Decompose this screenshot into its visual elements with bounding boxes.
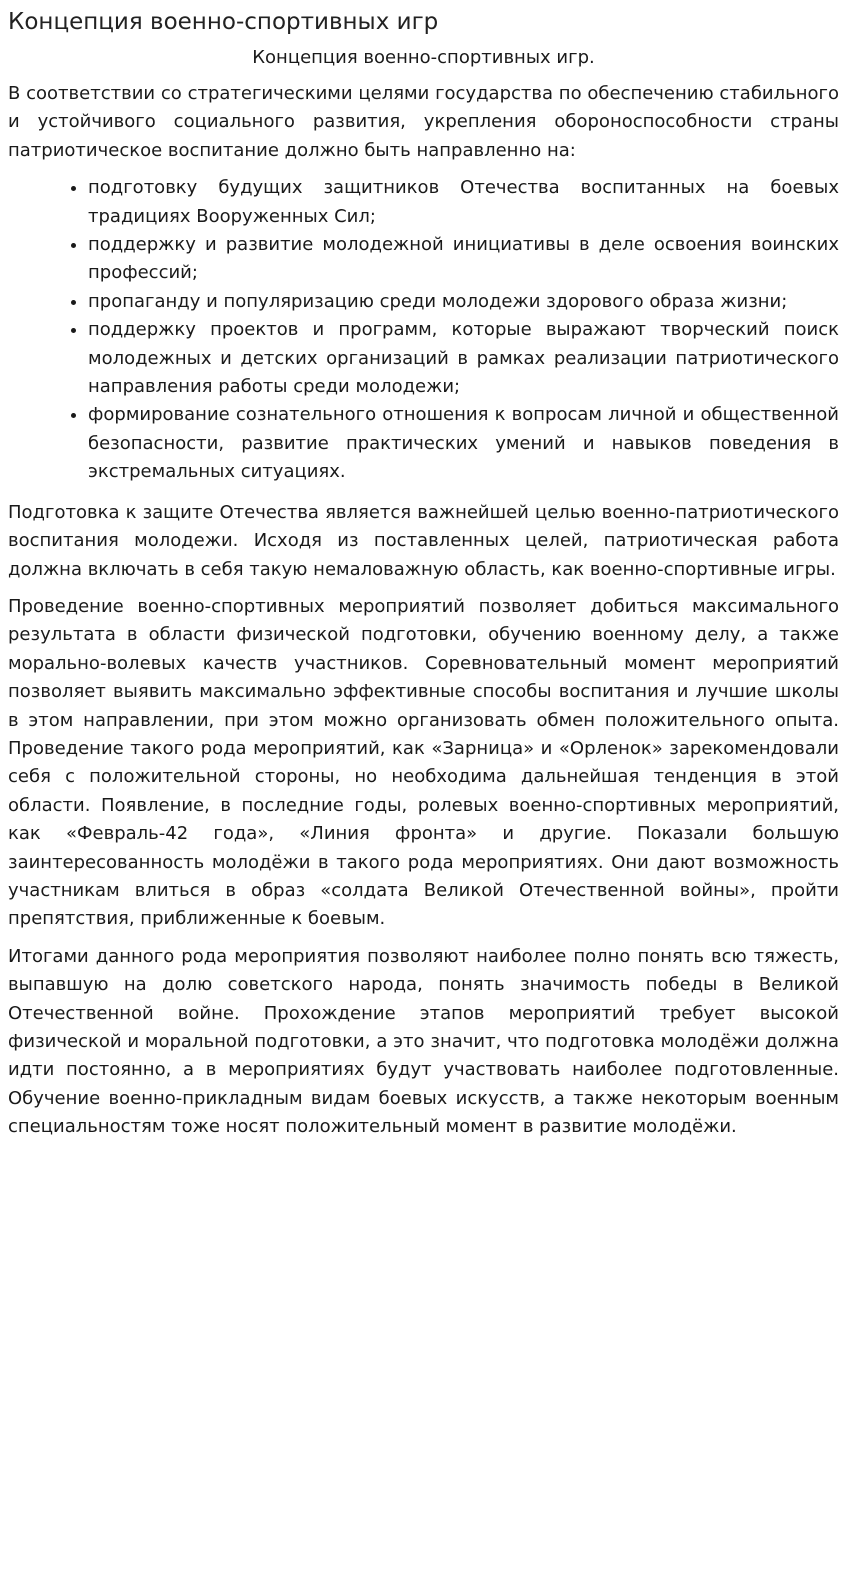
paragraph-results: Итогами данного рода мероприятия позволяют наиболее полно понять всю тяжесть, выпавшую на долю советского народа, понять значимость победы в Великой Отечественной войне. Прохождение этапов мероприятий требует высокой физической и моральной подготовки, а это значит, что подготовка молодёжи должна идти постоянно, а в мероприятиях будут участвовать наиболее подготовленные. Обучение военно-прикладным видам боевых искусств, а также некоторым военным специальностям тоже носят положительный момент в развитие молодёжи. <box>8 945 839 1138</box>
goals-list <box>8 174 839 486</box>
list-item: • формирование сознательного отношения к вопросам личной и общественной безопасности, развитие практических умений и навыков поведения в экстремальных ситуациях. <box>88 401 839 486</box>
list-item: • подготовку будущих защитников Отечества воспитанных на боевых традициях Вооруженных Сил; <box>88 174 839 231</box>
intro-paragraph: В соответствии со стратегическими целями государства по обеспечению стабильного и устойчивого социального развития, укрепления обороноспособности страны патриотическое воспитание должно быть направленно на: <box>8 83 839 161</box>
paragraph-events: Проведение военно-спортивных мероприятий позволяет добиться максимального результата в области физической подготовки, обучению военному делу, а также морально-волевых качеств участников. Соревновательный момент мероприятий позволяет выявить максимально эффективные способы воспитания и лучшие школы в этом направлении, при этом можно организовать обмен положительного опыта. Проведение такого рода мероприятий, как «Зарница» и «Орленок» зарекомендовали себя с положительной стороны, но необходима дальнейшая тенденция в этой области. Появление, в последние годы, ролевых военно-спортивных мероприятий, как «Февраль-42 года», «Линия фронта» и другие. Показали большую заинтересованность молодёжи в такого рода мероприятиях. Они дают возможность участникам влиться в образ «солдата Великой Отечественной войны», пройти препятствия, приближенные к боевым. <box>8 595 839 930</box>
list-item: • поддержку проектов и программ, которые выражают творческий поиск молодежных и детских организаций в рамках реализации патриотического направления работы среди молодежи; <box>88 316 839 401</box>
page-title: Концепция военно-спортивных игр <box>8 9 439 35</box>
list-item: • поддержку и развитие молодежной инициативы в деле освоения воинских профессий; <box>88 231 839 288</box>
document-subtitle: Концепция военно-спортивных игр. <box>252 47 595 68</box>
list-item: • пропаганду и популяризацию среди молодежи здорового образа жизни; <box>88 288 839 316</box>
paragraph-defense-preparation: Подготовка к защите Отечества является важнейшей целью военно-патриотического воспитания молодежи. Исходя из поставленных целей, патриотическая работа должна включать в себя такую немаловажную область, как военно-спортивные игры. <box>8 501 839 580</box>
